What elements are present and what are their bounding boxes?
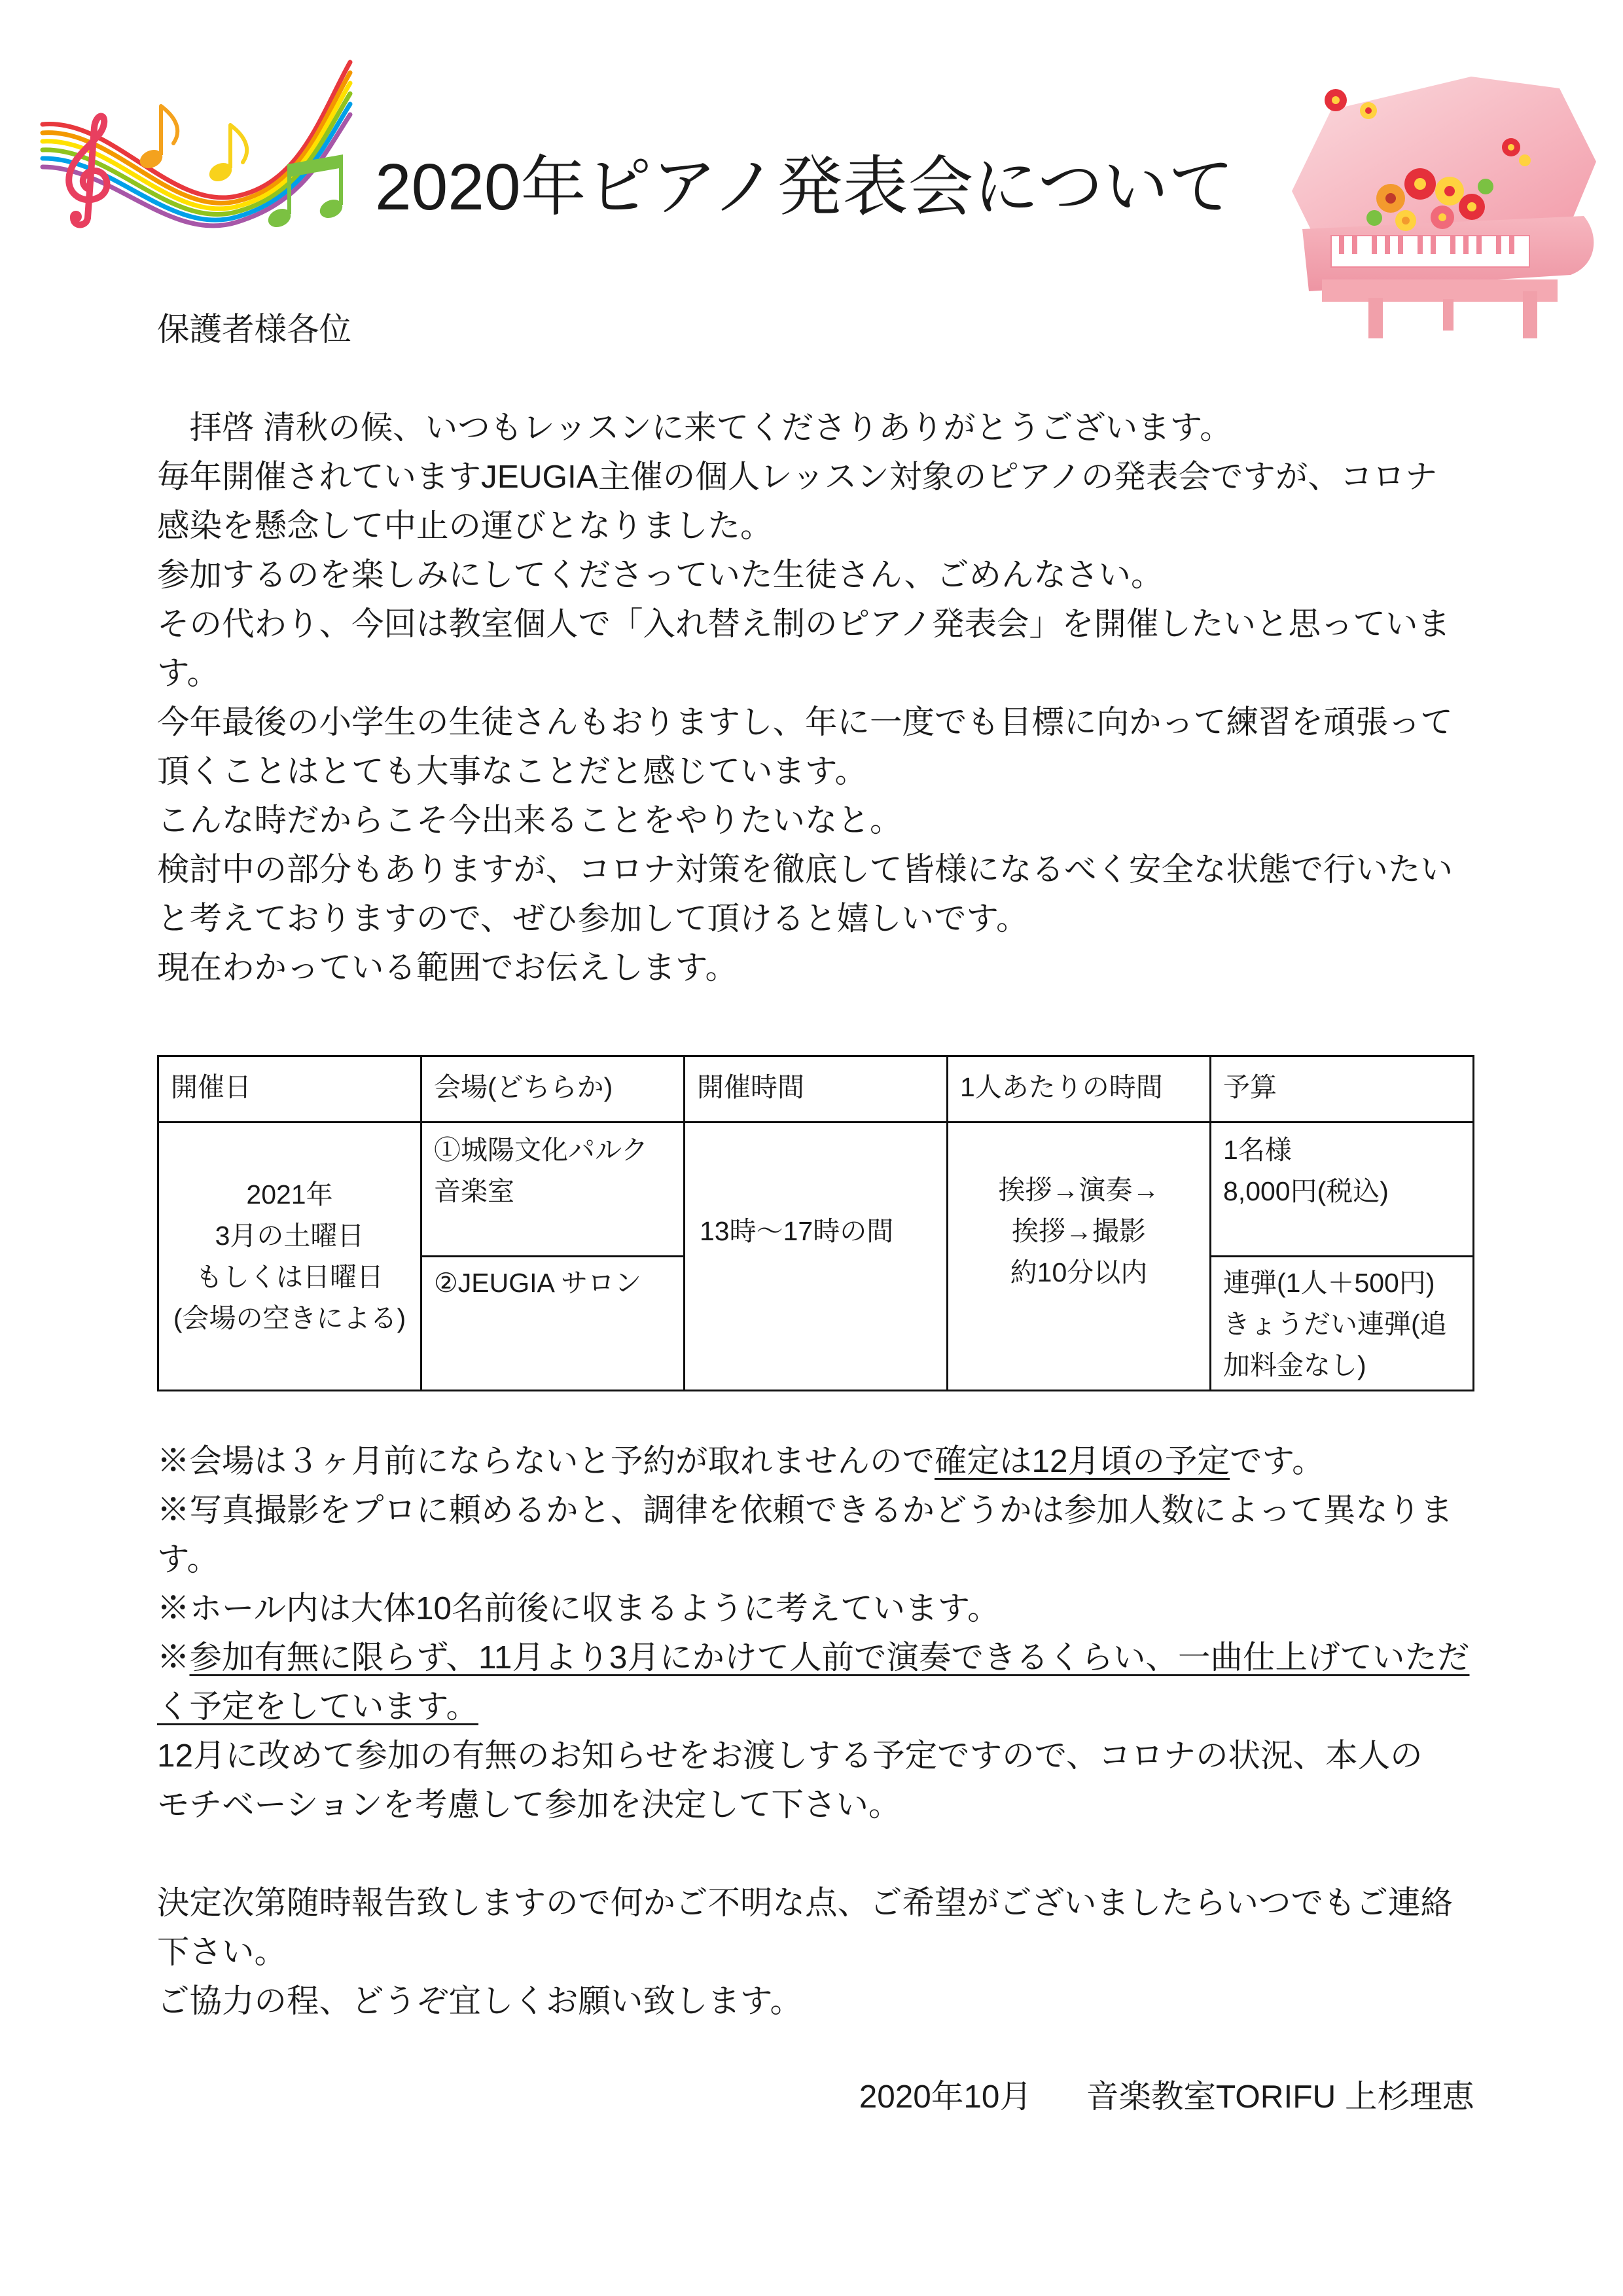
- per-person-line: 挨拶→演奏→: [998, 1175, 1160, 1205]
- budget-duet-cell: [1211, 1257, 1474, 1391]
- date-line: もしくは日曜日: [196, 1261, 383, 1292]
- note-underlined-text: 確定は12月頃の予定: [935, 1443, 1230, 1479]
- note-item: [157, 1633, 1479, 1731]
- treble-clef-dot: [70, 211, 82, 223]
- table-header-row: [158, 1056, 1474, 1122]
- budget-duet-line: 連弾(1人＋500円): [1223, 1268, 1435, 1298]
- yellow-eighth-note-icon: [206, 125, 247, 185]
- piano-keyboard: [1331, 236, 1529, 267]
- signature: [859, 2072, 1474, 2121]
- orange-eighth-note-icon: [137, 106, 177, 171]
- note-underlined-text: 参加有無に限らず、11月より3月にかけて人前で演奏できるくらい、一曲仕上げていただく予定をしています。: [157, 1640, 1470, 1725]
- note-item: 12月に改めて参加の有無のお知らせをお渡しする予定ですので、コロナの状況、本人のモチベーションを考慮して参加を決定して下さい。: [157, 1738, 1423, 1823]
- note-item: [157, 1437, 1463, 1486]
- budget-line: 1名様: [1223, 1135, 1292, 1165]
- header-per-person-time: 1人あたりの時間: [948, 1056, 1211, 1122]
- page-title: 2020年ピアノ発表会について: [375, 151, 1234, 224]
- note-text: ※会場は３ヶ月前にならないと予約が取れませんので: [157, 1443, 935, 1479]
- venue-option-2: ②JEUGIA サロン: [434, 1268, 641, 1298]
- signature-sender: 音楽教室TORIFU 上杉理恵: [1086, 2079, 1474, 2115]
- table-row: [158, 1122, 1474, 1257]
- letter-body: [157, 305, 1463, 992]
- recital-info-table: [157, 1055, 1474, 1391]
- intro-line: 参加するのを楽しみにしてくださっていた生徒さん、ごめんなさい。: [157, 557, 1164, 593]
- header-budget: 予算: [1211, 1056, 1474, 1122]
- rainbow-music-notes-icon: [39, 56, 360, 252]
- intro-line: その代わり、今回は教室個人で「入れ替え制のピアノ発表会」を開催したいと思っています。: [157, 606, 1451, 691]
- time-cell: [685, 1122, 948, 1391]
- date-line: (会場の空きによる): [173, 1302, 406, 1333]
- venue-option-1: ①城陽文化パルク音楽室: [434, 1135, 649, 1206]
- note-text: です。: [1230, 1443, 1325, 1479]
- intro-line: 拝啓 清秋の候、いつもレッスンに来てくださりありがとうございます。: [157, 410, 1232, 446]
- date-line: 2021年: [246, 1179, 333, 1210]
- note-item: ※ホール内は大体10名前後に収まるように考えています。: [157, 1590, 1000, 1626]
- per-person-line: 約10分以内: [1010, 1257, 1148, 1287]
- date-line: 3月の土曜日: [215, 1220, 365, 1251]
- note-item: ※写真撮影をプロに頼めるかと、調律を依頼できるかどうかは参加人数によって異なります。: [157, 1492, 1453, 1577]
- event-time: 13時〜17時の間: [700, 1216, 894, 1246]
- closing-line: 決定次第随時報告致しますので何かご不明な点、ご希望がございましたらいつでもご連絡下さい。: [157, 1885, 1453, 1970]
- date-cell: [158, 1122, 421, 1391]
- venue-option-2-cell: [421, 1257, 685, 1391]
- intro-line: 検討中の部分もありますが、コロナ対策を徹底して皆様になるべく安全な状態で行いたいと考えておりますので、ぜひ参加して頂けると嬉しいです。: [157, 852, 1453, 937]
- budget-duet-line: きょうだい連弾(追加料金なし): [1223, 1309, 1447, 1380]
- salutation: 保護者様各位: [157, 312, 351, 348]
- intro-line: 今年最後の小学生の生徒さんもおりますし、年に一度でも目標に向かって練習を頑張って頂くことはとても大事なことだと感じています。: [157, 704, 1453, 789]
- closing-line: ご協力の程、どうぞ宜しくお願い致します。: [157, 1983, 803, 2019]
- intro-line: 現在わかっている範囲でお伝えします。: [157, 950, 738, 986]
- header-venue: 会場(どちらか): [421, 1056, 685, 1122]
- per-person-time-cell: [948, 1122, 1211, 1391]
- per-person-line: 挨拶→撮影: [1012, 1216, 1146, 1246]
- blank-line: [157, 354, 1463, 403]
- notes-section: [157, 1437, 1470, 1829]
- header-time: 開催時間: [685, 1056, 948, 1122]
- budget-line: 8,000円(税込): [1223, 1176, 1389, 1206]
- header-date: 開催日: [158, 1056, 421, 1122]
- note-text: ※: [157, 1640, 190, 1676]
- intro-line: こんな時だからこそ今出来ることをやりたいなと。: [157, 802, 902, 838]
- intro-line: 毎年開催されていますJEUGIA主催の個人レッスン対象のピアノの発表会ですが、コロナ感染を懸念して中止の運びとなりました。: [157, 459, 1438, 544]
- signature-date: 2020年10月: [859, 2079, 1032, 2115]
- budget-main-cell: [1211, 1122, 1474, 1257]
- closing-section: [157, 1878, 1463, 2026]
- venue-option-1-cell: [421, 1122, 685, 1257]
